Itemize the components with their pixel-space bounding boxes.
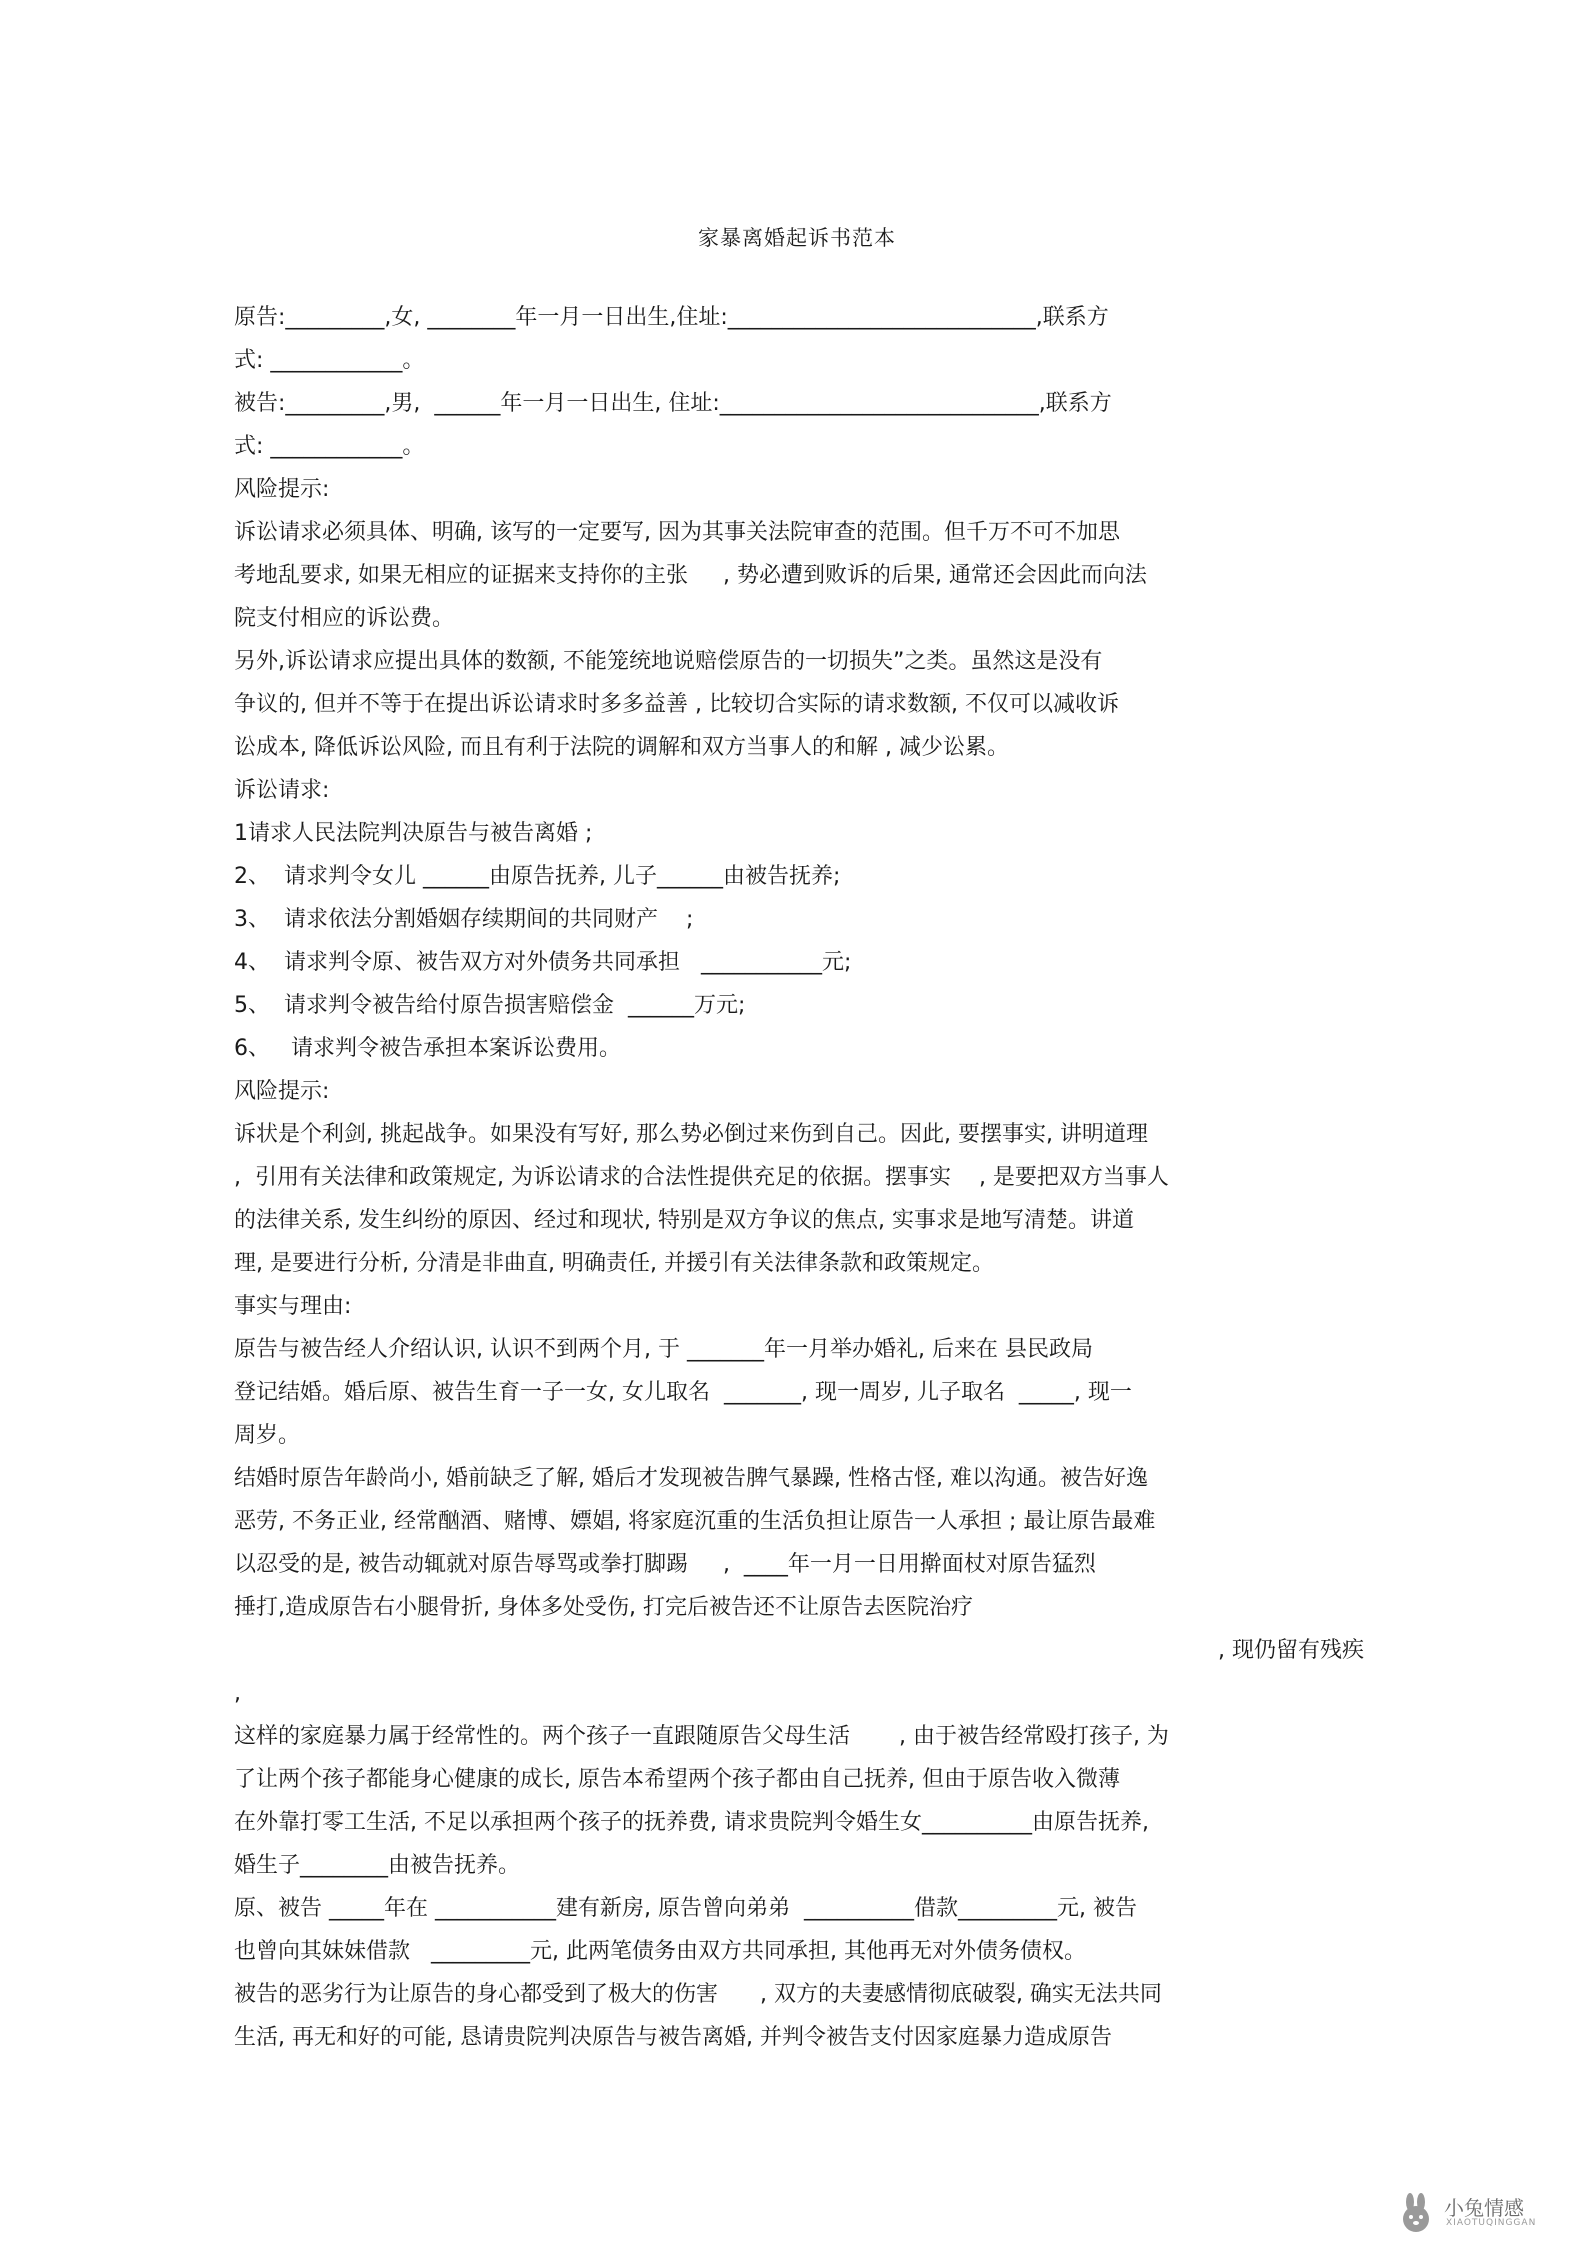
paragraph-line: 被告的恶劣行为让原告的身心都受到了极大的伤害 , 双方的夫妻感情彻底破裂, 确实无法共同 <box>234 1982 1162 2007</box>
paragraph-line: 争议的, 但并不等于在提出诉讼请求时多多益善 , 比较切合实际的请求数额, 不仅可以减收诉 <box>234 692 1119 717</box>
section-heading-risk-1: 风险提示: <box>234 477 330 502</box>
section-heading-claims: 诉讼请求: <box>234 778 330 803</box>
paragraph-line: 婚生子________由被告抚养。 <box>234 1853 521 1878</box>
plaintiff-contact-line: 式: ____________。 <box>234 348 425 373</box>
paragraph-line: 原、被告 _____年在 ___________建有新房, 原告曾向弟弟 __________借款_________元, 被告 <box>234 1896 1137 1921</box>
rabbit-logo-icon <box>1394 2192 1438 2236</box>
claim-item: 5、 请求判令被告给付原告损害赔偿金 ______万元; <box>234 993 746 1018</box>
paragraph-line: 讼成本, 降低诉讼风险, 而且有利于法院的调解和双方当事人的和解 , 减少讼累。 <box>234 735 1009 760</box>
paragraph-line: 以忍受的是, 被告动辄就对原告辱骂或拳打脚踢 , ____年一月一日用擀面杖对原告猛烈 <box>234 1552 1096 1577</box>
paragraph-line: 周岁。 <box>234 1423 301 1448</box>
paragraph-line: 了让两个孩子都能身心健康的成长, 原告本希望两个孩子都由自己抚养, 但由于原告收入微薄 <box>234 1767 1120 1792</box>
paragraph-line: 理, 是要进行分析, 分清是非曲直, 明确责任, 并援引有关法律条款和政策规定。 <box>234 1251 994 1276</box>
paragraph-line: 原告与被告经人介绍认识, 认识不到两个月, 于 _______年一月举办婚礼, 后来在 县民政局 <box>234 1337 1093 1362</box>
claim-item: 2、 请求判令女儿 ______由原告抚养, 儿子______由被告抚养; <box>234 864 841 889</box>
document-title: 家暴离婚起诉书范本 <box>698 226 896 250</box>
paragraph-line: 也曾向其妹妹借款 _________元, 此两笔债务由双方共同承担, 其他再无对外债务债权。 <box>234 1939 1086 1964</box>
paragraph-line: 在外靠打零工生活, 不足以承担两个孩子的抚养费, 请求贵院判令婚生女__________由原告抚养, <box>234 1810 1149 1835</box>
paragraph-line: , 引用有关法律和政策规定, 为诉讼请求的合法性提供充足的依据。摆事实 , 是要把双方当事人 <box>234 1165 1169 1190</box>
section-heading-risk-2: 风险提示: <box>234 1079 330 1104</box>
claim-item: 6、 请求判令被告承担本案诉讼费用。 <box>234 1036 621 1061</box>
paragraph-line: 捶打,造成原告右小腿骨折, 身体多处受伤, 打完后被告还不让原告去医院治疗 <box>234 1595 973 1620</box>
defendant-contact-line: 式: ____________。 <box>234 434 425 459</box>
paragraph-line: 诉状是个利剑, 挑起战争。如果没有写好, 那么势必倒过来伤到自己。因此, 要摆事实, 讲明道理 <box>234 1122 1148 1147</box>
paragraph-line: 登记结婚。婚后原、被告生育一子一女, 女儿取名 _______, 现一周岁, 儿子取名 _____, 现一 <box>234 1380 1132 1405</box>
paragraph-line: 的法律关系, 发生纠纷的原因、经过和现状, 特别是双方争议的焦点, 实事求是地写清楚。讲道 <box>234 1208 1134 1233</box>
claim-item: 3、 请求依法分割婚姻存续期间的共同财产 ; <box>234 907 694 932</box>
watermark-name: 小兔情感 <box>1444 2196 1524 2220</box>
paragraph-line: 另外,诉讼请求应提出具体的数额, 不能笼统地说赔偿原告的一切损失”之类。虽然这是没有 <box>234 649 1103 674</box>
document-body <box>234 296 1364 2059</box>
paragraph-line: 结婚时原告年龄尚小, 婚前缺乏了解, 婚后才发现被告脾气暴躁, 性格古怪, 难以沟通。被告好逸 <box>234 1466 1148 1491</box>
claim-item: 1请求人民法院判决原告与被告离婚 ; <box>234 821 593 846</box>
section-heading-facts: 事实与理由: <box>234 1294 352 1319</box>
defendant-line: 被告:_________,男, ______年一月一日出生, 住址:_____________________________,联系方 <box>234 391 1112 416</box>
paragraph-line: 院支付相应的诉讼费。 <box>234 606 455 631</box>
paragraph-line: , 现仍留有残疾 <box>1218 1638 1364 1663</box>
paragraph-line: 恶劳, 不务正业, 经常酗酒、赌博、嫖娼, 将家庭沉重的生活负担让原告一人承担 ; 最让原告最难 <box>234 1509 1156 1534</box>
paragraph-line: 诉讼请求必须具体、明确, 该写的一定要写, 因为其事关法院审查的范围。但千万不可不加思 <box>234 520 1120 545</box>
paragraph-line: 考地乱要求, 如果无相应的证据来支持你的主张 , 势必遭到败诉的后果, 通常还会因此而向法 <box>234 563 1147 588</box>
paragraph-line: 这样的家庭暴力属于经常性的。两个孩子一直跟随原告父母生活 , 由于被告经常殴打孩子, 为 <box>234 1724 1169 1749</box>
paragraph-line: , <box>234 1681 241 1706</box>
paragraph-line: 生活, 再无和好的可能, 恳请贵院判决原告与被告离婚, 并判令被告支付因家庭暴力造成原告 <box>234 2025 1112 2050</box>
plaintiff-line: 原告:_________,女, ________年一月一日出生,住址:____________________________,联系方 <box>234 305 1109 330</box>
site-watermark <box>1394 2186 1554 2240</box>
watermark-url: XIAOTUQINGGAN <box>1446 2218 1537 2228</box>
claim-item: 4、 请求判令原、被告双方对外债务共同承担 ___________元; <box>234 950 852 975</box>
